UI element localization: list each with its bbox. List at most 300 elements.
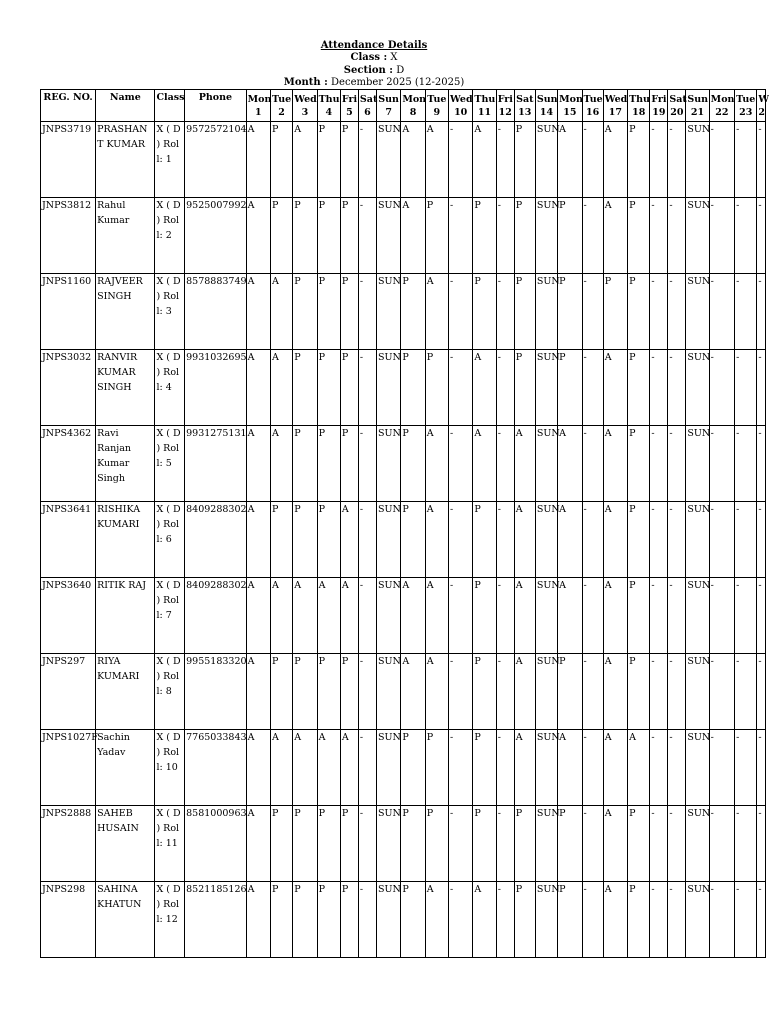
- attendance-cell: A: [558, 730, 582, 806]
- attendance-cell: P: [514, 806, 535, 882]
- attendance-cell: -: [668, 502, 686, 578]
- day-header: [709, 90, 734, 122]
- attendance-cell: -: [668, 730, 686, 806]
- attendance-cell: SUN: [686, 122, 709, 198]
- attendance-cell: -: [650, 730, 668, 806]
- attendance-cell: -: [709, 578, 734, 654]
- day-of-week: Wed: [294, 93, 317, 105]
- day-header: [401, 90, 425, 122]
- class-cell: X ( D ) Roll: 2: [155, 198, 185, 274]
- attendance-table: [40, 89, 769, 958]
- phone-cell: 9525007992: [185, 198, 246, 274]
- reg-no-cell: JNPS3641: [41, 502, 96, 578]
- attendance-cell: SUN: [376, 882, 400, 958]
- attendance-cell: -: [709, 350, 734, 426]
- day-of-week: Sat: [669, 93, 687, 105]
- table-row: [41, 122, 766, 198]
- day-number: 15: [563, 106, 577, 118]
- day-of-week: Mon: [402, 93, 427, 105]
- attendance-cell: P: [401, 350, 425, 426]
- attendance-cell: A: [401, 654, 425, 730]
- name-cell: RISHIKA KUMARI: [96, 502, 155, 578]
- attendance-cell: SUN: [376, 274, 400, 350]
- col-header-class: Class: [155, 90, 185, 122]
- day-header: [449, 90, 473, 122]
- attendance-cell: -: [735, 502, 757, 578]
- attendance-cell: P: [293, 350, 317, 426]
- class-cell: X ( D ) Roll: 1: [155, 122, 185, 198]
- attendance-cell: A: [473, 350, 496, 426]
- class-cell: X ( D ) Roll: 12: [155, 882, 185, 958]
- attendance-cell: -: [757, 274, 766, 350]
- attendance-cell: -: [709, 198, 734, 274]
- attendance-cell: -: [582, 578, 603, 654]
- attendance-cell: A: [558, 502, 582, 578]
- phone-cell: 9955183320: [185, 654, 246, 730]
- attendance-cell: A: [246, 426, 270, 502]
- attendance-cell: -: [358, 122, 376, 198]
- attendance-cell: P: [401, 274, 425, 350]
- day-of-week: Mon: [559, 93, 583, 105]
- day-of-week: W: [758, 93, 769, 105]
- day-number: 18: [632, 106, 646, 118]
- attendance-cell: P: [628, 806, 650, 882]
- attendance-cell: -: [735, 882, 757, 958]
- phone-cell: 8578883749: [185, 274, 246, 350]
- attendance-cell: P: [473, 198, 496, 274]
- attendance-cell: SUN: [535, 654, 557, 730]
- attendance-cell: -: [668, 198, 686, 274]
- attendance-cell: A: [425, 654, 448, 730]
- attendance-cell: SUN: [376, 502, 400, 578]
- attendance-cell: A: [270, 350, 292, 426]
- attendance-cell: P: [401, 730, 425, 806]
- attendance-cell: SUN: [686, 274, 709, 350]
- phone-cell: 7765033843: [185, 730, 246, 806]
- attendance-cell: P: [401, 806, 425, 882]
- attendance-cell: -: [582, 882, 603, 958]
- attendance-cell: -: [582, 122, 603, 198]
- attendance-cell: P: [628, 274, 650, 350]
- attendance-cell: A: [558, 426, 582, 502]
- day-number: 14: [539, 106, 554, 118]
- attendance-cell: P: [317, 654, 340, 730]
- day-number: 6: [364, 106, 371, 118]
- class-cell: X ( D ) Roll: 8: [155, 654, 185, 730]
- attendance-cell: P: [317, 806, 340, 882]
- table-row: [41, 806, 766, 882]
- attendance-cell: SUN: [686, 198, 709, 274]
- attendance-cell: P: [558, 198, 582, 274]
- attendance-cell: A: [425, 122, 448, 198]
- attendance-cell: SUN: [686, 654, 709, 730]
- attendance-cell: P: [558, 806, 582, 882]
- attendance-cell: -: [650, 122, 668, 198]
- attendance-cell: -: [582, 350, 603, 426]
- attendance-cell: P: [473, 730, 496, 806]
- day-header: [628, 90, 650, 122]
- day-header: [650, 90, 668, 122]
- day-header: [270, 90, 292, 122]
- table-row: [41, 578, 766, 654]
- col-header-phone: Phone: [185, 90, 246, 122]
- section-label: Section :: [343, 64, 393, 76]
- attendance-cell: A: [473, 426, 496, 502]
- attendance-cell: A: [603, 730, 627, 806]
- day-number: 19: [652, 106, 666, 118]
- attendance-cell: SUN: [376, 806, 400, 882]
- attendance-cell: -: [582, 654, 603, 730]
- attendance-cell: P: [558, 350, 582, 426]
- attendance-cell: -: [358, 274, 376, 350]
- phone-cell: 9931032695: [185, 350, 246, 426]
- attendance-cell: P: [473, 654, 496, 730]
- day-number: 9: [433, 106, 441, 118]
- attendance-cell: A: [603, 122, 627, 198]
- attendance-cell: P: [628, 198, 650, 274]
- table-row: [41, 350, 766, 426]
- day-header: [473, 90, 496, 122]
- day-number: 22: [715, 106, 729, 118]
- attendance-cell: -: [650, 426, 668, 502]
- attendance-cell: SUN: [535, 122, 557, 198]
- attendance-cell: -: [650, 578, 668, 654]
- attendance-cell: P: [401, 502, 425, 578]
- attendance-cell: -: [582, 806, 603, 882]
- table-row: [41, 654, 766, 730]
- attendance-cell: -: [757, 654, 766, 730]
- attendance-cell: A: [246, 350, 270, 426]
- attendance-cell: -: [496, 654, 514, 730]
- table-body: [41, 122, 766, 958]
- col-header-reg: REG. NO.: [41, 90, 96, 122]
- attendance-cell: P: [340, 350, 358, 426]
- attendance-cell: SUN: [535, 350, 557, 426]
- attendance-cell: -: [449, 198, 473, 274]
- attendance-cell: P: [628, 882, 650, 958]
- attendance-cell: -: [757, 198, 766, 274]
- class-label: Class :: [350, 52, 388, 64]
- day-of-week: Thu: [318, 93, 340, 105]
- attendance-cell: A: [317, 730, 340, 806]
- attendance-cell: A: [425, 882, 448, 958]
- attendance-cell: -: [757, 426, 766, 502]
- attendance-cell: -: [709, 882, 734, 958]
- attendance-cell: P: [558, 882, 582, 958]
- attendance-cell: -: [496, 502, 514, 578]
- attendance-cell: -: [668, 122, 686, 198]
- attendance-cell: P: [558, 274, 582, 350]
- class-cell: X ( D ) Roll: 5: [155, 426, 185, 502]
- class-cell: X ( D ) Roll: 4: [155, 350, 185, 426]
- attendance-cell: A: [293, 730, 317, 806]
- day-number: 21: [690, 106, 705, 118]
- attendance-cell: -: [709, 654, 734, 730]
- attendance-cell: P: [558, 654, 582, 730]
- day-header: [496, 90, 514, 122]
- attendance-cell: -: [668, 426, 686, 502]
- attendance-cell: -: [709, 730, 734, 806]
- day-number: 23: [739, 106, 753, 118]
- attendance-cell: A: [558, 578, 582, 654]
- name-cell: PRASHANT KUMAR: [96, 122, 155, 198]
- attendance-cell: A: [246, 274, 270, 350]
- attendance-cell: SUN: [535, 882, 557, 958]
- attendance-cell: SUN: [376, 426, 400, 502]
- attendance-cell: A: [270, 274, 292, 350]
- class-cell: X ( D ) Roll: 10: [155, 730, 185, 806]
- attendance-cell: P: [293, 882, 317, 958]
- class-cell: X ( D ) Roll: 6: [155, 502, 185, 578]
- attendance-cell: -: [449, 122, 473, 198]
- attendance-cell: -: [582, 502, 603, 578]
- attendance-cell: A: [246, 578, 270, 654]
- phone-cell: 8521185126: [185, 882, 246, 958]
- attendance-cell: SUN: [376, 578, 400, 654]
- attendance-cell: A: [514, 578, 535, 654]
- attendance-cell: -: [358, 654, 376, 730]
- attendance-cell: A: [558, 122, 582, 198]
- day-number: 5: [346, 106, 353, 118]
- table-row: [41, 426, 766, 502]
- reg-no-cell: JNPS298: [41, 882, 96, 958]
- day-header: [358, 90, 376, 122]
- attendance-cell: SUN: [686, 578, 709, 654]
- day-number: 8: [409, 106, 417, 118]
- attendance-cell: -: [582, 730, 603, 806]
- day-header: [425, 90, 448, 122]
- attendance-cell: -: [358, 198, 376, 274]
- attendance-cell: -: [496, 350, 514, 426]
- attendance-cell: P: [473, 502, 496, 578]
- attendance-cell: -: [449, 502, 473, 578]
- attendance-cell: -: [650, 654, 668, 730]
- attendance-cell: -: [449, 882, 473, 958]
- attendance-cell: P: [293, 502, 317, 578]
- class-value: X: [390, 52, 398, 64]
- attendance-cell: SUN: [376, 654, 400, 730]
- attendance-cell: -: [735, 730, 757, 806]
- attendance-cell: -: [757, 122, 766, 198]
- reg-no-cell: JNPS3032: [41, 350, 96, 426]
- attendance-cell: P: [425, 350, 448, 426]
- day-of-week: Tue: [272, 93, 292, 105]
- attendance-cell: -: [650, 806, 668, 882]
- phone-cell: 8409288302: [185, 502, 246, 578]
- attendance-cell: -: [735, 350, 757, 426]
- day-header: [558, 90, 582, 122]
- attendance-cell: P: [514, 122, 535, 198]
- attendance-cell: -: [709, 122, 734, 198]
- day-number: 11: [477, 106, 492, 118]
- day-of-week: Thu: [474, 93, 496, 105]
- attendance-cell: -: [668, 274, 686, 350]
- attendance-cell: A: [425, 426, 448, 502]
- attendance-cell: P: [340, 274, 358, 350]
- attendance-cell: A: [246, 806, 270, 882]
- day-of-week: Fri: [341, 93, 358, 105]
- attendance-cell: A: [340, 578, 358, 654]
- attendance-cell: P: [317, 198, 340, 274]
- reg-no-cell: JNPS1027F: [41, 730, 96, 806]
- reg-no-cell: JNPS1160: [41, 274, 96, 350]
- attendance-cell: A: [603, 806, 627, 882]
- table-row: [41, 502, 766, 578]
- day-header: [603, 90, 627, 122]
- attendance-cell: -: [496, 882, 514, 958]
- attendance-cell: -: [496, 274, 514, 350]
- attendance-cell: A: [246, 198, 270, 274]
- attendance-cell: SUN: [686, 426, 709, 502]
- attendance-cell: P: [293, 806, 317, 882]
- day-header: [582, 90, 603, 122]
- reg-no-cell: JNPS3812: [41, 198, 96, 274]
- attendance-cell: -: [358, 730, 376, 806]
- attendance-cell: P: [628, 122, 650, 198]
- attendance-cell: A: [603, 654, 627, 730]
- attendance-cell: -: [735, 122, 757, 198]
- attendance-cell: A: [246, 730, 270, 806]
- attendance-cell: -: [358, 806, 376, 882]
- attendance-cell: P: [425, 806, 448, 882]
- attendance-cell: A: [293, 122, 317, 198]
- day-of-week: Tue: [427, 93, 447, 105]
- day-number: 13: [518, 106, 532, 118]
- phone-cell: 9572572104: [185, 122, 246, 198]
- attendance-cell: P: [628, 502, 650, 578]
- table-row: [41, 882, 766, 958]
- attendance-cell: -: [709, 502, 734, 578]
- month-line: [40, 77, 708, 89]
- day-header: [246, 90, 270, 122]
- day-of-week: Fri: [497, 93, 513, 105]
- attendance-cell: P: [473, 578, 496, 654]
- attendance-cell: P: [293, 198, 317, 274]
- attendance-cell: P: [603, 274, 627, 350]
- attendance-cell: P: [270, 198, 292, 274]
- attendance-cell: P: [340, 122, 358, 198]
- attendance-cell: P: [270, 806, 292, 882]
- attendance-cell: -: [358, 882, 376, 958]
- section-line: [40, 65, 708, 77]
- attendance-cell: -: [757, 730, 766, 806]
- attendance-cell: -: [582, 426, 603, 502]
- name-cell: Rahul Kumar: [96, 198, 155, 274]
- attendance-cell: P: [340, 654, 358, 730]
- attendance-cell: A: [473, 122, 496, 198]
- day-header: [340, 90, 358, 122]
- attendance-cell: -: [449, 806, 473, 882]
- attendance-cell: SUN: [535, 730, 557, 806]
- day-header: [317, 90, 340, 122]
- attendance-cell: P: [270, 502, 292, 578]
- attendance-cell: A: [317, 578, 340, 654]
- attendance-cell: P: [514, 198, 535, 274]
- attendance-cell: -: [735, 806, 757, 882]
- attendance-cell: P: [473, 806, 496, 882]
- attendance-cell: P: [270, 122, 292, 198]
- class-line: [40, 52, 708, 64]
- table-row: [41, 730, 766, 806]
- attendance-cell: -: [650, 198, 668, 274]
- reg-no-cell: JNPS297: [41, 654, 96, 730]
- attendance-cell: P: [340, 198, 358, 274]
- attendance-cell: -: [709, 274, 734, 350]
- attendance-cell: SUN: [535, 198, 557, 274]
- attendance-cell: SUN: [376, 730, 400, 806]
- attendance-cell: P: [473, 274, 496, 350]
- table-row: [41, 274, 766, 350]
- attendance-cell: SUN: [686, 350, 709, 426]
- day-number: 10: [454, 106, 468, 118]
- attendance-cell: SUN: [686, 502, 709, 578]
- attendance-cell: SUN: [376, 198, 400, 274]
- day-of-week: Wed: [604, 93, 628, 105]
- day-header: [535, 90, 557, 122]
- attendance-cell: P: [317, 502, 340, 578]
- day-of-week: Sun: [536, 93, 558, 105]
- day-of-week: Wed: [450, 93, 473, 105]
- day-number: 4: [325, 106, 333, 118]
- attendance-cell: -: [358, 578, 376, 654]
- class-cell: X ( D ) Roll: 3: [155, 274, 185, 350]
- attendance-cell: -: [582, 198, 603, 274]
- attendance-cell: -: [449, 654, 473, 730]
- attendance-cell: P: [425, 730, 448, 806]
- day-header: [668, 90, 686, 122]
- attendance-cell: -: [757, 502, 766, 578]
- attendance-cell: A: [340, 730, 358, 806]
- attendance-cell: A: [425, 502, 448, 578]
- attendance-cell: A: [246, 882, 270, 958]
- attendance-cell: P: [628, 426, 650, 502]
- name-cell: RIYA KUMARI: [96, 654, 155, 730]
- name-cell: SAHEB HUSAIN: [96, 806, 155, 882]
- day-of-week: Tue: [583, 93, 603, 105]
- attendance-cell: P: [317, 274, 340, 350]
- attendance-cell: SUN: [686, 806, 709, 882]
- class-cell: X ( D ) Roll: 11: [155, 806, 185, 882]
- attendance-cell: -: [668, 654, 686, 730]
- attendance-cell: -: [449, 426, 473, 502]
- attendance-cell: P: [317, 350, 340, 426]
- table-header-row: [41, 90, 766, 122]
- attendance-cell: A: [603, 426, 627, 502]
- reg-no-cell: JNPS2888: [41, 806, 96, 882]
- attendance-cell: A: [514, 730, 535, 806]
- attendance-cell: -: [449, 350, 473, 426]
- attendance-cell: -: [358, 426, 376, 502]
- attendance-cell: -: [668, 578, 686, 654]
- day-of-week: Fri: [651, 93, 667, 105]
- day-number: 2: [278, 106, 285, 118]
- reg-no-cell: JNPS3640: [41, 578, 96, 654]
- attendance-cell: -: [358, 350, 376, 426]
- attendance-cell: A: [340, 502, 358, 578]
- day-header: [293, 90, 317, 122]
- attendance-cell: P: [340, 882, 358, 958]
- attendance-cell: -: [757, 578, 766, 654]
- attendance-cell: P: [270, 882, 292, 958]
- day-number: 1: [254, 106, 262, 118]
- attendance-cell: A: [514, 502, 535, 578]
- attendance-cell: P: [293, 654, 317, 730]
- reg-no-cell: JNPS3719: [41, 122, 96, 198]
- attendance-cell: P: [401, 882, 425, 958]
- day-of-week: Mon: [247, 93, 272, 105]
- attendance-cell: A: [401, 198, 425, 274]
- phone-cell: 9931275131: [185, 426, 246, 502]
